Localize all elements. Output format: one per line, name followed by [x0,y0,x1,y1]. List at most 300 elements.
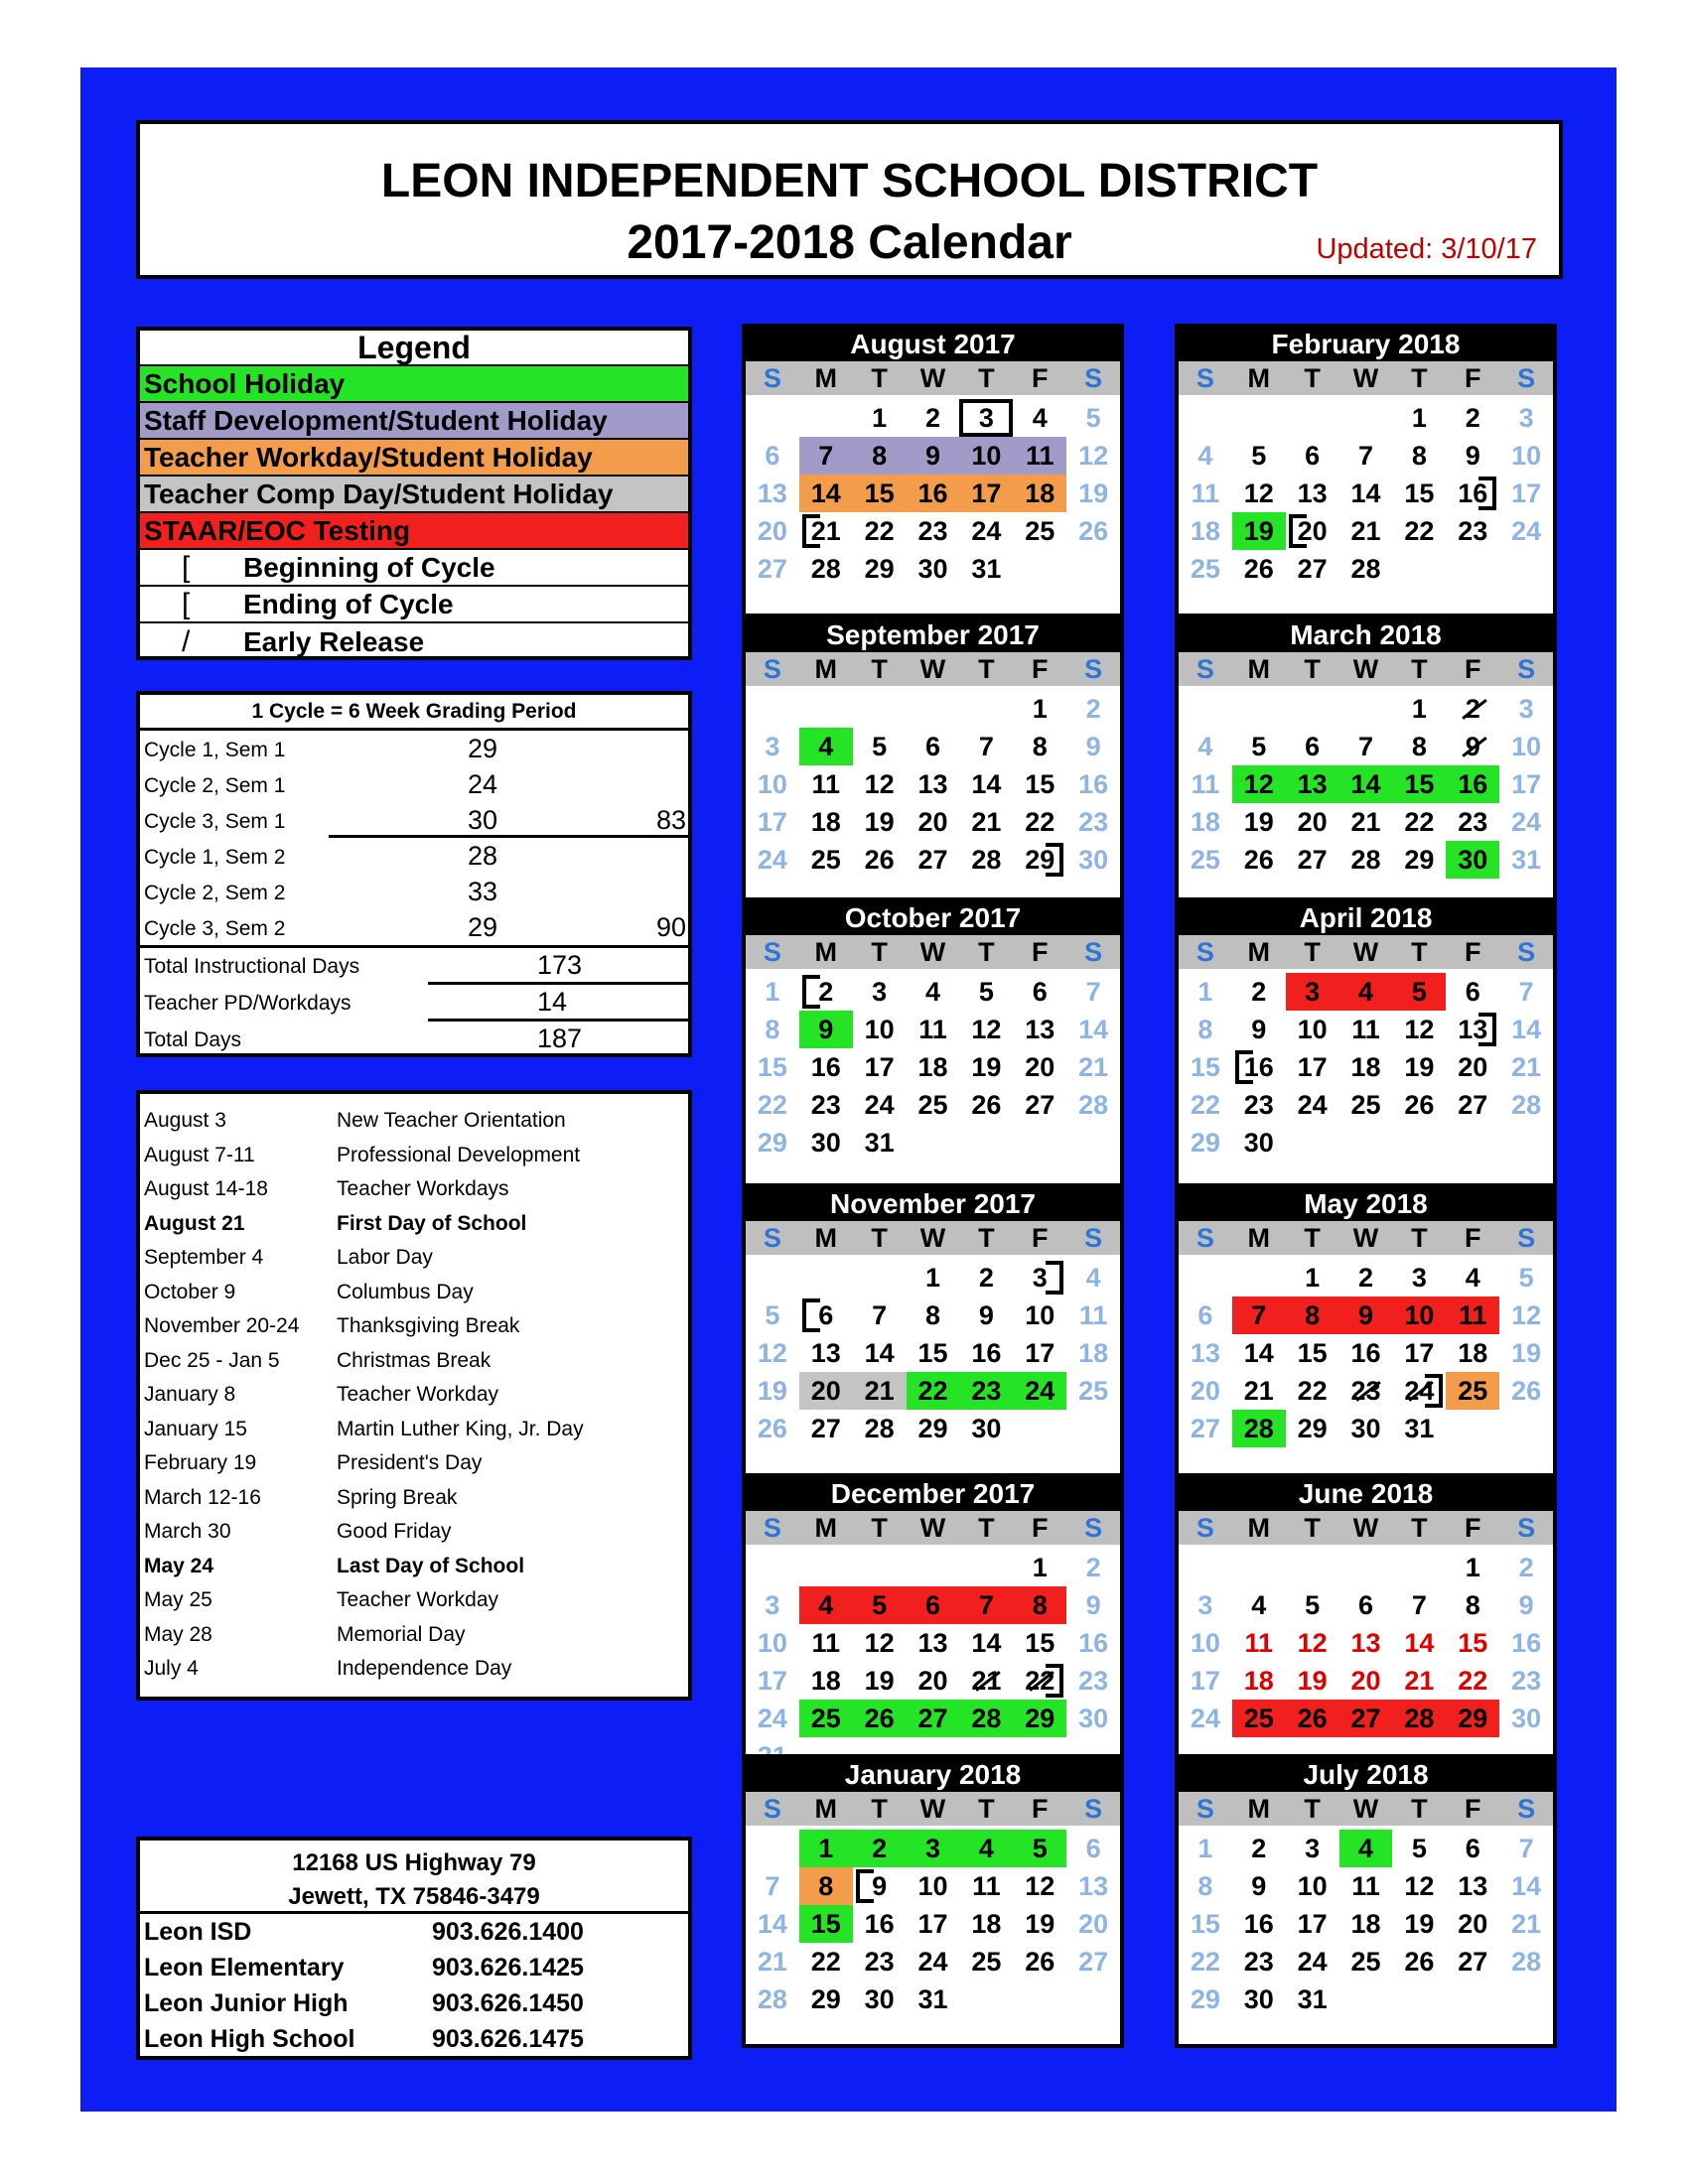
day-cell: 13 [917,1628,948,1658]
day-cell: 5 [765,1300,780,1330]
week-row [1179,1624,1553,1662]
day-cell: 30 [1446,841,1499,879]
event-date: March 30 [144,1520,231,1544]
day-cell: 22 [1404,516,1435,546]
weekday-label: T [1411,1794,1428,1824]
weekday-label: F [1031,1513,1049,1543]
day-cell: 28 [1392,1700,1446,1737]
weekday-label: S [1084,654,1103,684]
day-cell: 21 [1243,1376,1274,1406]
event-row [140,1481,688,1516]
day-cell: 29 [757,1128,787,1158]
cycle-days: 29 [468,734,498,763]
week-row [746,728,1120,765]
day-cell [1392,1124,1446,1161]
day-cell: 5 [1251,441,1267,471]
day-cell: 11 [1191,478,1220,508]
event-row [140,1446,688,1481]
day-cell: 7 [959,1586,1013,1624]
week-row [1179,1905,1553,1943]
semester-divider [329,835,688,838]
week-row [1179,1980,1553,2018]
legend-school-holiday: School Holiday [140,366,688,403]
day-cell: 22 [907,1372,960,1410]
event-row [140,1172,688,1207]
weekday-header [746,652,1120,686]
week-row [746,1586,1120,1624]
month-calendar [742,324,1124,617]
day-cell: 15 [1190,1052,1220,1082]
event-row [140,1378,688,1413]
day-cell: 3 [872,977,888,1007]
day-cell: 4 [1197,732,1213,761]
day-cell: 20 [757,516,787,546]
day-cell [1392,1549,1446,1586]
day-cell: 8 [1032,732,1048,761]
weekday-label: F [1464,1223,1481,1253]
day-cell: 29 [1013,1700,1066,1737]
weekday-label: S [1196,1513,1214,1543]
day-cell: 24 [917,1947,948,1977]
day-cell: 16 [1446,765,1499,803]
week-row [746,1297,1120,1334]
weekday-label: T [978,1794,995,1824]
day-cell: 31 [917,1984,948,2014]
day-cell: 4 [799,1586,853,1624]
week-row [746,1980,1120,2018]
total-row [140,947,688,983]
weekday-label: T [871,1513,888,1543]
month-title: August 2017 [746,328,1120,361]
day-cell: 24 [971,516,1002,546]
day-cell: 26 [1025,1947,1055,1977]
legend-beginning-of-cycle [140,550,688,587]
weekday-label: S [1517,1223,1536,1253]
day-cell [1013,1410,1066,1447]
day-cell: 8 [853,437,907,475]
phone-row [140,2021,688,2057]
day-cell: 8 [1465,1590,1480,1620]
weekday-label: W [1352,654,1379,684]
day-cell: 28 [1232,1410,1286,1447]
weekday-label: M [1247,937,1271,967]
weekday-label: M [814,1794,838,1824]
day-cell: 24 [864,1090,895,1120]
day-cell: 6 [1032,977,1048,1007]
day-cell: 27 [1458,1090,1488,1120]
day-cell: 12 [1232,765,1286,803]
day-cell [746,399,799,437]
cycle-days: 33 [468,877,498,906]
day-cell: 2 [1085,1553,1101,1582]
day-cell: 13 [1446,1011,1499,1048]
day-cell: 17 [1297,1909,1328,1939]
weekday-header [1179,1792,1553,1826]
day-cell: 28 [971,845,1002,875]
weekday-label: S [1196,1794,1214,1824]
week-row [746,690,1120,728]
day-cell: 4 [1339,1830,1393,1867]
day-cell: 26 [1404,1090,1435,1120]
weekday-label: M [1247,1223,1271,1253]
day-cell: 14 [971,1628,1002,1658]
week-row [1179,1086,1553,1124]
day-cell: 16 [971,1338,1002,1368]
day-cell: 25 [1078,1376,1109,1406]
weekday-label: T [978,363,995,393]
day-cell [1013,1124,1066,1161]
day-cell: 22 [1458,1666,1488,1696]
weekday-label: S [1517,1794,1536,1824]
weekday-label: T [1304,654,1321,684]
day-cell: 14 [1350,478,1381,508]
event-date: May 25 [144,1588,212,1612]
day-cell: 20 [1458,1052,1488,1082]
day-cell: 15 [1458,1628,1488,1658]
bracket-close-icon: [ [182,587,191,620]
week-row [1179,1124,1553,1161]
week-row [746,1830,1120,1867]
total-divider [428,1019,688,1022]
day-cell: 10 [1297,1871,1328,1901]
week-row [746,1662,1120,1700]
day-cell: 29 [1190,1128,1220,1158]
day-cell [853,1259,907,1297]
day-cell: 28 [1078,1090,1109,1120]
day-cell: 30 [1243,1984,1274,2014]
month-calendar [1175,1183,1557,1477]
school-name: Leon High School [144,2024,355,2053]
day-cell: 11 [1191,769,1220,799]
day-cell: 22 [1190,1947,1220,1977]
week-row [746,1905,1120,1943]
total-divider [140,945,688,948]
day-cell: 9 [853,1867,907,1905]
day-cell: 10 [864,1015,895,1044]
weeks-grid [1179,395,1553,588]
day-cell [853,1549,907,1586]
day-cell [1286,1549,1339,1586]
day-cell: 15 [1190,1909,1220,1939]
day-cell [1013,550,1066,588]
event-row [140,1413,688,1447]
day-cell: 30 [1350,1414,1381,1443]
event-name: Independence Day [337,1657,512,1681]
event-date: August 3 [144,1109,226,1133]
day-cell: 9 [1251,1871,1267,1901]
event-row [140,1618,688,1653]
day-cell: 30 [917,554,948,584]
day-cell: 1 [1411,694,1427,724]
event-row [140,1344,688,1379]
day-cell: 28 [864,1414,895,1443]
day-cell: 14 [1511,1015,1542,1044]
day-cell: 27 [1339,1700,1393,1737]
day-cell: 23 [917,516,948,546]
day-cell: 10 [1190,1628,1220,1658]
day-cell: 24 [1013,1372,1066,1410]
day-cell: 20 [1286,512,1339,550]
total-value: 187 [537,1024,583,1053]
event-date: January 8 [144,1383,236,1407]
day-cell [1286,399,1339,437]
address-line-2: Jewett, TX 75846-3479 [288,1883,540,1910]
week-row [746,1624,1120,1662]
day-cell: 13 [1458,1871,1488,1901]
weekday-label: S [1517,937,1536,967]
day-cell [959,1980,1013,2018]
day-cell [1499,1410,1553,1447]
district-address [140,1841,688,1914]
event-name: New Teacher Orientation [337,1109,566,1133]
event-date: October 9 [144,1280,236,1303]
day-cell: 23 [1078,807,1109,837]
week-row [1179,550,1553,588]
day-cell: 26 [1286,1700,1339,1737]
day-cell: 6 [1305,441,1321,471]
day-cell: 18 [810,1666,841,1696]
legend-ending-of-cycle [140,587,688,623]
total-label: Total Days [144,1028,242,1051]
weeks-grid [746,1826,1120,2018]
early-release-slash-icon [1030,1671,1055,1692]
month-title: February 2018 [1179,328,1553,361]
day-cell [1232,1259,1286,1297]
event-name: Memorial Day [337,1622,466,1646]
weekday-header [1179,361,1553,395]
event-name: Last Day of School [337,1554,525,1577]
legend-label: Beginning of Cycle [243,551,495,583]
total-value: 14 [537,987,568,1017]
day-cell [1392,550,1446,588]
day-cell: 16 [1446,475,1499,512]
day-cell: 3 [1518,694,1534,724]
day-cell: 23 [1243,1947,1274,1977]
day-cell [1446,1410,1499,1447]
weeks-grid [746,1545,1120,1775]
day-cell [907,1549,960,1586]
day-cell: 2 [1446,690,1499,728]
day-cell: 28 [1350,554,1381,584]
weekday-label: S [1517,654,1536,684]
day-cell: 24 [1297,1947,1328,1977]
day-cell: 13 [810,1338,841,1368]
day-cell: 29 [917,1414,948,1443]
day-cell: 18 [1458,1338,1488,1368]
month-title: December 2017 [746,1477,1120,1511]
week-row [746,1124,1120,1161]
day-cell: 1 [924,1263,941,1293]
day-cell: 11 [1351,1871,1380,1901]
day-cell: 14 [1243,1338,1274,1368]
event-date: July 4 [144,1657,199,1681]
week-row [1179,1867,1553,1905]
day-cell: 23 [959,1372,1013,1410]
day-cell: 15 [1297,1338,1328,1368]
day-cell: 11 [1244,1628,1274,1658]
day-cell: 19 [864,1666,895,1696]
weeks-grid [1179,1826,1553,2018]
day-cell: 21 [757,1947,787,1977]
weekday-label: S [1196,937,1214,967]
day-cell [1179,690,1232,728]
day-cell: 27 [1025,1090,1055,1120]
day-cell [1499,1980,1553,2018]
week-row [746,1549,1120,1586]
day-cell: 23 [810,1090,841,1120]
weekday-label: M [1247,363,1271,393]
phone-row [140,1914,688,1950]
event-name: Labor Day [337,1246,433,1270]
event-name: Christmas Break [337,1348,492,1372]
weekday-label: W [1352,363,1379,393]
weekday-label: F [1031,1794,1049,1824]
legend-label: Ending of Cycle [243,588,454,619]
day-cell [1286,1124,1339,1161]
week-row [1179,1700,1553,1737]
day-cell: 5 [1392,973,1446,1011]
day-cell: 1 [1032,1553,1048,1582]
phone-number: 903.626.1475 [432,2024,584,2053]
weekday-label: T [1411,1513,1428,1543]
day-cell [1339,399,1393,437]
weekday-label: W [919,1794,946,1824]
day-cell: 1 [1305,1263,1321,1293]
day-cell: 30 [1511,1704,1542,1733]
day-cell: 14 [971,769,1002,799]
month-title: May 2018 [1179,1187,1553,1221]
day-cell: 18 [1013,475,1066,512]
month-title: June 2018 [1179,1477,1553,1511]
weekday-header [746,935,1120,969]
weekday-label: F [1464,1794,1481,1824]
event-date: March 12-16 [144,1485,261,1509]
weekday-label: S [763,937,781,967]
day-cell: 17 [1025,1338,1055,1368]
day-cell [799,399,853,437]
weeks-grid [1179,969,1553,1161]
day-cell: 22 [1025,807,1055,837]
weekday-header [1179,652,1553,686]
cycle-days: 30 [468,805,498,835]
day-cell [1066,1410,1120,1447]
event-name: President's Day [337,1451,483,1475]
week-row [1179,1549,1553,1586]
month-calendar [1175,897,1557,1191]
total-row [140,984,688,1020]
weekday-label: M [814,1223,838,1253]
week-row [746,803,1120,841]
day-cell: 12 [1297,1628,1328,1658]
day-cell: 4 [1085,1263,1101,1293]
day-cell: 3 [959,399,1013,437]
day-cell: 24 [1511,807,1542,837]
weekday-label: F [1464,363,1481,393]
semester-total: 83 [656,805,687,835]
week-row [746,1867,1120,1905]
event-date: May 24 [144,1554,214,1577]
day-cell: 13 [1286,765,1339,803]
day-cell: 17 [757,807,787,837]
weekday-label: M [814,937,838,967]
day-cell [1286,690,1339,728]
weekday-label: T [871,654,888,684]
day-cell: 2 [1518,1553,1534,1582]
day-cell: 14 [757,1909,787,1939]
cycle-row [140,838,688,874]
day-cell: 4 [799,728,853,765]
day-cell: 29 [1297,1414,1328,1443]
day-cell: 21 [799,512,853,550]
day-cell [1446,1980,1499,2018]
week-row [746,1410,1120,1447]
cycle-days: 24 [468,769,498,799]
day-cell: 12 [1243,478,1274,508]
phone-number: 903.626.1400 [432,1917,584,1946]
school-name: Leon Elementary [144,1953,345,1981]
day-cell: 18 [1190,516,1220,546]
week-row [1179,1297,1553,1334]
day-cell: 23 [864,1947,895,1977]
day-cell: 15 [799,1905,853,1943]
legend-teacher-workday: Teacher Workday/Student Holiday [140,440,688,477]
weekday-header [1179,935,1553,969]
day-cell: 7 [1411,1590,1427,1620]
day-cell: 26 [853,1700,907,1737]
day-cell: 24 [1392,1372,1446,1410]
day-cell: 11 [918,1015,947,1044]
phone-row [140,1950,688,1985]
cycle-label: Cycle 1, Sem 2 [144,846,286,869]
day-cell: 2 [1085,694,1101,724]
day-cell: 5 [1085,403,1101,433]
day-cell: 5 [853,1586,907,1624]
week-row [1179,1586,1553,1624]
weekday-header [1179,1511,1553,1545]
week-row [746,399,1120,437]
day-cell: 8 [1286,1297,1339,1334]
day-cell [1499,1124,1553,1161]
calendar-header [136,120,1563,279]
weekday-label: S [1517,363,1536,393]
day-cell [959,690,1013,728]
day-cell: 16 [1078,1628,1109,1658]
day-cell: 27 [757,554,787,584]
weekday-label: F [1031,1223,1049,1253]
day-cell [1179,1549,1232,1586]
weekday-label: S [1196,654,1214,684]
day-cell: 3 [765,732,780,761]
day-cell: 9 [978,1300,994,1330]
week-row [1179,1048,1553,1086]
day-cell: 7 [1357,732,1374,761]
month-calendar [742,1183,1124,1477]
day-cell [1392,1980,1446,2018]
day-cell: 19 [1025,1909,1055,1939]
cycle-label: Cycle 3, Sem 1 [144,810,286,833]
day-cell: 28 [757,1984,787,2014]
day-cell: 25 [1232,1700,1286,1737]
day-cell: 20 [1190,1376,1220,1406]
day-cell: 16 [907,475,960,512]
week-row [1179,1259,1553,1297]
day-cell: 9 [1518,1590,1534,1620]
week-row [1179,1011,1553,1048]
day-cell: 20 [1078,1909,1109,1939]
total-value: 173 [537,950,583,980]
event-name: Teacher Workdays [337,1177,509,1201]
weekday-header [746,1221,1120,1255]
